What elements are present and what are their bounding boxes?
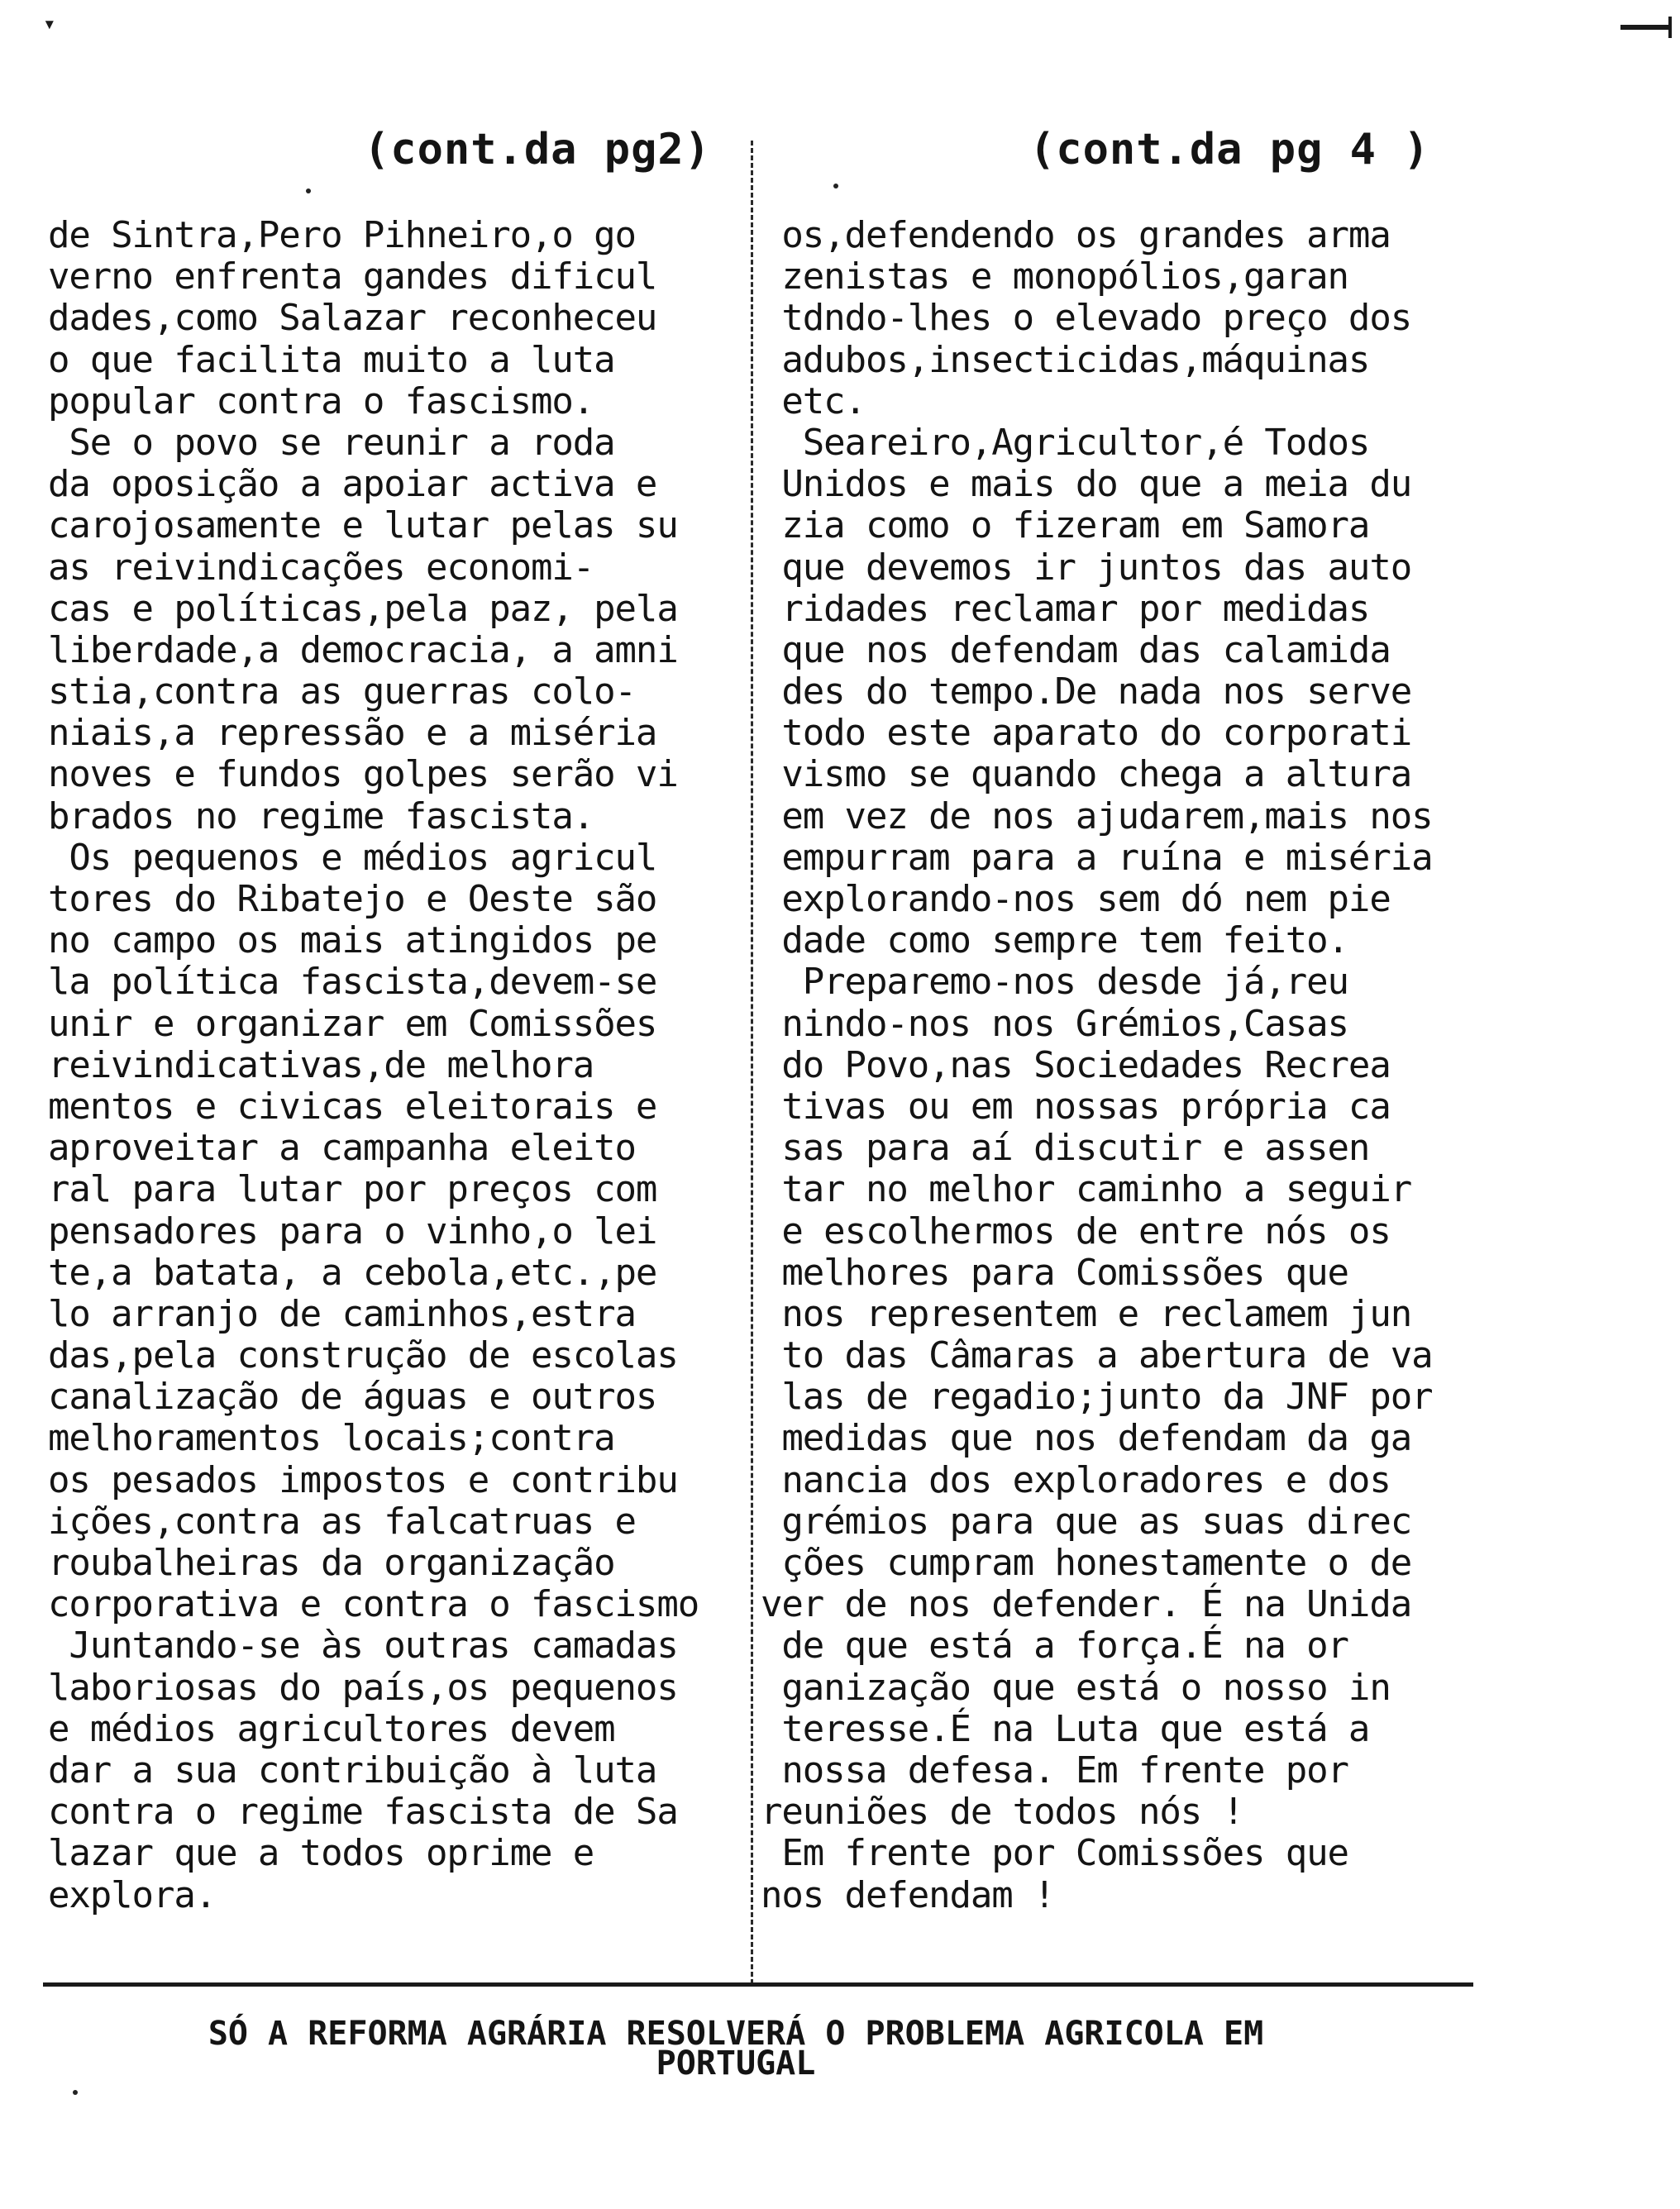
- left-column-line: Juntando-se às outras camadas: [48, 1625, 678, 1667]
- right-column-line: teresse.É na Luta que está a: [761, 1707, 1370, 1750]
- right-column-line: nindo-nos nos Grémios,Casas: [761, 1002, 1348, 1045]
- left-column-line: roubalheiras da organização: [48, 1542, 615, 1584]
- right-column-line: las de regadio;junto da JNF por: [761, 1376, 1433, 1419]
- left-column-line: melhoramentos locais;contra: [48, 1417, 615, 1460]
- left-column-line: da oposição a apoiar activa e: [48, 463, 657, 506]
- left-column-line: carojosamente e lutar pelas su: [48, 504, 678, 547]
- right-column-line: explorando-nos sem dó nem pie: [761, 878, 1391, 920]
- left-column-line: os pesados impostos e contribu: [48, 1458, 678, 1501]
- right-column-line: nos representem e reclamem jun: [761, 1292, 1412, 1335]
- footer-slogan-line1: SÓ A REFORMA AGRÁRIA RESOLVERÁ O PROBLEMA AGRICOLA EM: [208, 2015, 1264, 2053]
- left-column-text: [48, 215, 751, 1916]
- right-column-line: grémios para que as suas direc: [761, 1500, 1412, 1543]
- right-column-line: dade como sempre tem feito.: [761, 919, 1348, 962]
- right-column-line: to das Câmaras a abertura de va: [761, 1334, 1433, 1377]
- left-column-line: canalização de águas e outros: [48, 1376, 657, 1419]
- horizontal-rule: [43, 1982, 1473, 1987]
- left-column-line: ições,contra as falcatruas e: [48, 1500, 636, 1543]
- left-column-line: popular contra o fascismo.: [48, 379, 594, 422]
- left-column-line: ral para lutar por preços com: [48, 1168, 657, 1211]
- left-column-line: liberdade,a democracia, a amni: [48, 628, 678, 671]
- left-column-line: corporativa e contra o fascismo: [48, 1583, 699, 1626]
- left-column-line: tores do Ribatejo e Oeste são: [48, 878, 657, 920]
- stray-dot: [306, 188, 311, 193]
- right-column-line: que devemos ir juntos das auto: [761, 546, 1412, 589]
- right-column-line: nossa defesa. Em frente por: [761, 1749, 1348, 1792]
- corner-mark-top-left: ▾: [43, 12, 56, 36]
- left-column-line: as reivindicações economi-: [48, 546, 594, 589]
- right-column-line: des do tempo.De nada nos serve: [761, 670, 1412, 713]
- right-column-line: reuniões de todos nós !: [761, 1791, 1243, 1834]
- right-column-line: ganização que está o nosso in: [761, 1666, 1391, 1709]
- stray-dot: [73, 2090, 78, 2095]
- left-column-line: reivindicativas,de melhora: [48, 1043, 594, 1086]
- right-column-line: nancia dos exploradores e dos: [761, 1458, 1391, 1501]
- right-column-line: e escolhermos de entre nós os: [761, 1209, 1391, 1252]
- left-column-line: laboriosas do país,os pequenos: [48, 1666, 678, 1709]
- right-column-line: que nos defendam das calamida: [761, 628, 1391, 671]
- right-column-line: melhores para Comissões que: [761, 1251, 1348, 1294]
- left-column-line: o que facilita muito a luta: [48, 338, 615, 381]
- left-column-line: dar a sua contribuição à luta: [48, 1749, 657, 1792]
- left-column-line: verno enfrenta gandes dificul: [48, 255, 657, 298]
- left-column-line: stia,contra as guerras colo-: [48, 670, 636, 713]
- right-column-line: do Povo,nas Sociedades Recrea: [761, 1043, 1391, 1086]
- right-column-line: Seareiro,Agricultor,é Todos: [761, 421, 1370, 464]
- right-column-line: Em frente por Comissões que: [761, 1832, 1348, 1875]
- left-column-line: dades,como Salazar reconheceu: [48, 297, 657, 340]
- right-column-line: adubos,insecticidas,máquinas: [761, 338, 1370, 381]
- right-column-line: Unidos e mais do que a meia du: [761, 463, 1412, 506]
- right-column-line: sas para aí discutir e assen: [761, 1127, 1370, 1170]
- left-column-line: Se o povo se reunir a roda: [48, 421, 615, 464]
- right-column-line: tivas ou em nossas própria ca: [761, 1085, 1391, 1128]
- right-column-line: Preparemo-nos desde já,reu: [761, 961, 1348, 1004]
- left-column-line: mentos e civicas eleitorais e: [48, 1085, 657, 1128]
- right-column-header: (cont.da pg 4 ): [1029, 125, 1430, 174]
- stray-dot: [833, 184, 838, 188]
- right-column-line: nos defendam !: [761, 1873, 1055, 1916]
- left-column-line: aproveitar a campanha eleito: [48, 1127, 636, 1170]
- right-column-line: ver de nos defender. É na Unida: [761, 1583, 1412, 1626]
- left-column-line: das,pela construção de escolas: [48, 1334, 678, 1377]
- left-column-line: de Sintra,Pero Pihneiro,o go: [48, 214, 636, 256]
- left-column-line: Os pequenos e médios agricul: [48, 836, 657, 879]
- left-column-header: (cont.da pg2): [364, 125, 711, 174]
- right-column-line: empurram para a ruína e miséria: [761, 836, 1433, 879]
- left-column-line: cas e políticas,pela paz, pela: [48, 587, 678, 630]
- left-column-line: unir e organizar em Comissões: [48, 1002, 657, 1045]
- left-column-line: e médios agricultores devem: [48, 1707, 615, 1750]
- left-column-line: noves e fundos golpes serão vi: [48, 753, 678, 796]
- left-column-line: contra o regime fascista de Sa: [48, 1791, 678, 1834]
- left-column-line: te,a batata, a cebola,etc.,pe: [48, 1251, 657, 1294]
- left-column-line: lazar que a todos oprime e: [48, 1832, 594, 1875]
- left-column-line: explora.: [48, 1873, 217, 1916]
- left-column-line: no campo os mais atingidos pe: [48, 919, 657, 962]
- column-divider: [751, 141, 753, 1984]
- left-column-line: pensadores para o vinho,o lei: [48, 1209, 657, 1252]
- right-column-line: zia como o fizeram em Samora: [761, 504, 1370, 547]
- left-column-line: brados no regime fascista.: [48, 794, 594, 837]
- left-column-line: lo arranjo de caminhos,estra: [48, 1292, 636, 1335]
- right-column-text: [761, 215, 1480, 1916]
- right-column-line: ridades reclamar por medidas: [761, 587, 1370, 630]
- footer-slogan: [66, 2015, 1406, 2083]
- right-column-line: medidas que nos defendam da ga: [761, 1417, 1412, 1460]
- left-column-line: niais,a repressão e a miséria: [48, 712, 657, 755]
- left-column-line: la política fascista,devem-se: [48, 961, 657, 1004]
- right-column-line: zenistas e monopólios,garan: [761, 255, 1348, 298]
- footer-slogan-line2: PORTUGAL: [656, 2044, 816, 2083]
- right-column-line: de que está a força.É na or: [761, 1625, 1348, 1667]
- corner-mark-top-right: [1620, 25, 1670, 30]
- right-column-line: em vez de nos ajudarem,mais nos: [761, 794, 1433, 837]
- right-column-line: tar no melhor caminho a seguir: [761, 1168, 1412, 1211]
- right-column-line: vismo se quando chega a altura: [761, 753, 1412, 796]
- right-column-line: todo este aparato do corporati: [761, 712, 1412, 755]
- right-column-line: etc.: [761, 379, 866, 422]
- right-column-line: ções cumpram honestamente o de: [761, 1542, 1412, 1584]
- right-column-line: os,defendendo os grandes arma: [761, 214, 1391, 256]
- right-column-line: tdndo-lhes o elevado preço dos: [761, 297, 1412, 340]
